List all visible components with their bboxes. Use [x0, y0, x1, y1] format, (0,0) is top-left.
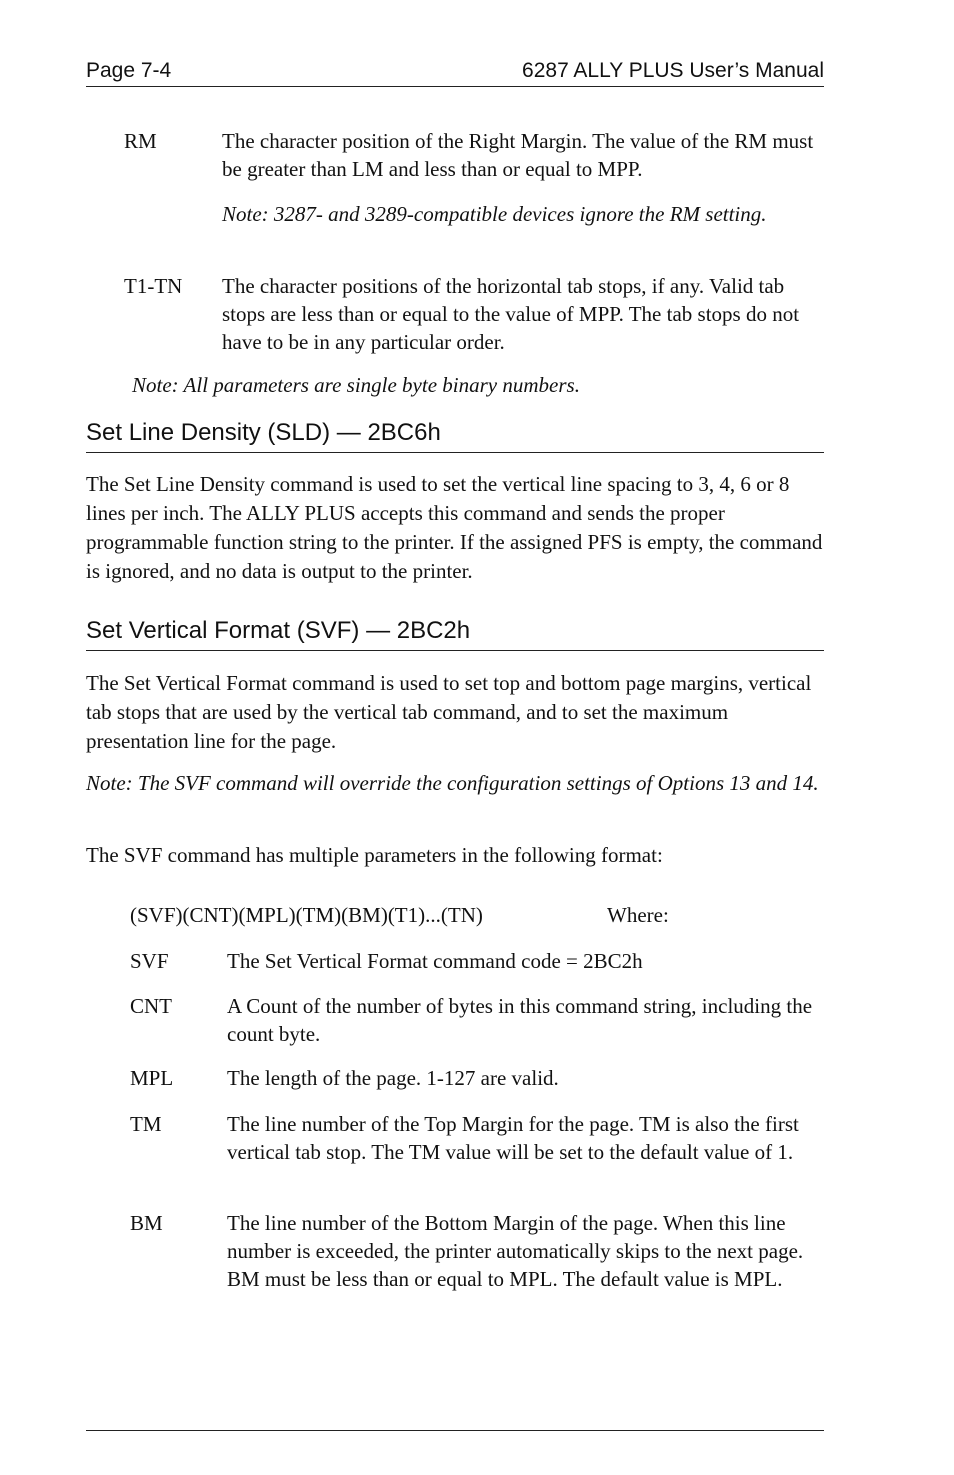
def-term-cnt: CNT — [130, 994, 172, 1018]
def-desc-rm: The character position of the Right Margin. The value of the RM must be greater than LM and less than or equal to MPP. — [222, 129, 814, 181]
def-term-bm: BM — [130, 1211, 163, 1235]
def-term-mpl: MPL — [130, 1066, 174, 1090]
page-header — [86, 58, 824, 87]
def-desc-bm: The line number of the Bottom Margin of the page. When this line number is exceeded, the printer automatically skips to the next page. BM must be less than or equal to MPL. The default value is MPL. — [227, 1211, 804, 1291]
def-term-rm: RM — [124, 129, 157, 153]
svf-where-label: Where: — [607, 903, 669, 927]
def-desc-t1-tn: The character positions of the horizontal tab stops, if any. Valid tab stops are less than or equal to the value of MPP. The tab stops do not have to be in any particular order. — [222, 274, 800, 354]
def-desc-svf: The Set Vertical Format command code = 2BC2h — [227, 949, 643, 973]
section-heading-svf: Set Vertical Format (SVF) — 2BC2h — [86, 616, 824, 651]
def-desc-mpl: The length of the page. 1-127 are valid. — [227, 1066, 559, 1090]
def-term-t1-tn: T1-TN — [124, 274, 183, 298]
svf-format-string: (SVF)(CNT)(MPL)(TM)(BM)(T1)...(TN) — [130, 903, 483, 927]
footer-rule — [86, 1430, 824, 1431]
sld-body: The Set Line Density command is used to set the vertical line spacing to 3, 4, 6 or 8 lines per inch. The ALLY PLUS accepts this command and sends the proper programmable function string to the printer. If the assigned PFS is empty, the command is ignored, and no data is output to the printer. — [86, 472, 823, 583]
svf-intro: The SVF command has multiple parameters in the following format: — [86, 843, 663, 867]
def-desc-cnt: A Count of the number of bytes in this command string, including the count byte. — [227, 994, 813, 1046]
def-term-tm: TM — [130, 1112, 162, 1136]
section-heading-sld: Set Line Density (SLD) — 2BC6h — [86, 418, 824, 453]
page-number: Page 7-4 — [86, 59, 172, 82]
svf-body: The Set Vertical Format command is used to set top and bottom page margins, vertical tab stops that are used by the vertical tab command, and to set the maximum presentation line for the page. — [86, 671, 812, 753]
parameters-note: Note: All parameters are single byte binary numbers. — [132, 373, 580, 397]
svf-note: Note: The SVF command will override the configuration settings of Options 13 and 14. — [86, 771, 819, 795]
rm-note: Note: 3287- and 3289-compatible devices ignore the RM setting. — [222, 202, 767, 226]
def-desc-tm: The line number of the Top Margin for the page. TM is also the first vertical tab stop. The TM value will be set to the default value of 1. — [227, 1112, 799, 1164]
manual-title: 6287 ALLY PLUS User’s Manual — [522, 59, 824, 82]
def-term-svf: SVF — [130, 949, 169, 973]
